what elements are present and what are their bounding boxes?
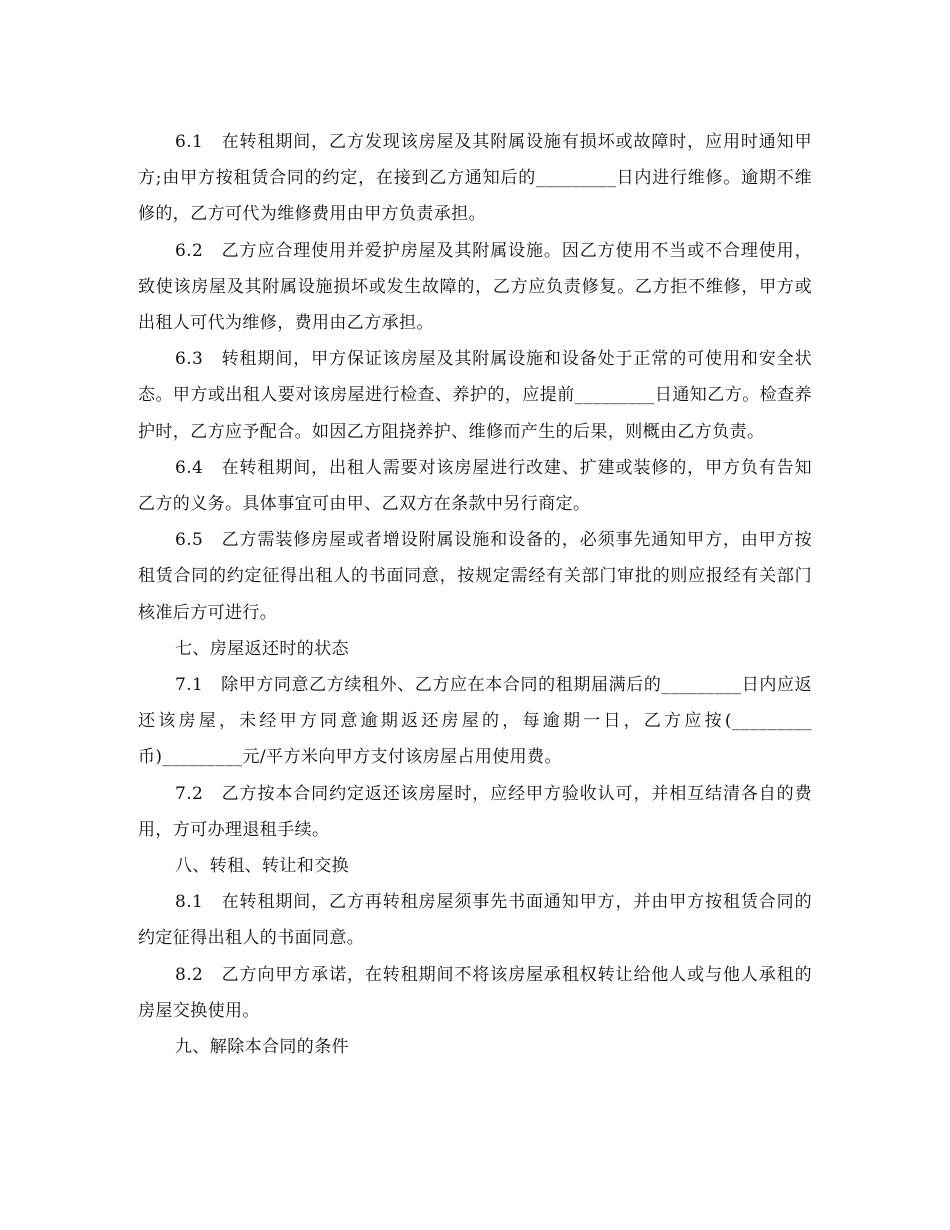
document-page [138, 124, 812, 1065]
clause-8-1: 8.1 在转租期间，乙方再转租房屋须事先书面通知甲方，并由甲方按租赁合同的约定征得出租人的书面同意。 [138, 892, 812, 949]
section-heading-8: 八、转租、转让和交换 [175, 856, 349, 877]
clause-6-4: 6.4 在转租期间，出租人需要对该房屋进行改建、扩建或装修的，甲方负有告知乙方的义务。具体事宜可由甲、乙双方在条款中另行商定。 [138, 457, 812, 515]
clause-7-2: 7.2 乙方按本合同约定返还该房屋时，应经甲方验收认可，并相互结清各自的费用，方可办理退租手续。 [138, 783, 812, 840]
clause-6-1: 6.1 在转租期间，乙方发现该房屋及其附属设施有损坏或故障时，应用时通知甲方;由甲方按租赁合同的约定，在接到乙方通知后的_________日内进行维修。逾期不维修的，乙方可代为维修费用由甲方负责承担。 [138, 132, 812, 225]
clause-6-3: 6.3 转租期间，甲方保证该房屋及其附属设施和设备处于正常的可使用和安全状态。甲方或出租人要对该房屋进行检查、养护的，应提前_________日通知乙方。检查养护时，乙方应予配合。如因乙方阻挠养护、维修而产生的后果，则概由乙方负责。 [138, 349, 812, 442]
section-heading-7: 七、房屋返还时的状态 [175, 638, 349, 659]
section-heading-9: 九、解除本合同的条件 [175, 1037, 349, 1058]
clause-6-5: 6.5 乙方需装修房屋或者增设附属设施和设备的，必须事先通知甲方，由甲方按租赁合同的约定征得出租人的书面同意，按规定需经有关部门审批的则应报经有关部门核准后方可进行。 [138, 530, 812, 623]
clause-8-2: 8.2 乙方向甲方承诺，在转租期间不将该房屋承租权转让给他人或与他人承租的房屋交换使用。 [138, 964, 812, 1021]
clause-7-1: 7.1 除甲方同意乙方续租外、乙方应在本合同的租期届满后的_________日内应返还该房屋，未经甲方同意逾期返还房屋的，每逾期一日，乙方应按(_________币)_________元/平方米向甲方支付该房屋占用使用费。 [138, 675, 812, 768]
clause-6-2: 6.2 乙方应合理使用并爱护房屋及其附属设施。因乙方使用不当或不合理使用，致使该房屋及其附属设施损坏或发生故障的，乙方应负责修复。乙方拒不维修，甲方或出租人可代为维修，费用由乙方承担。 [138, 240, 812, 334]
